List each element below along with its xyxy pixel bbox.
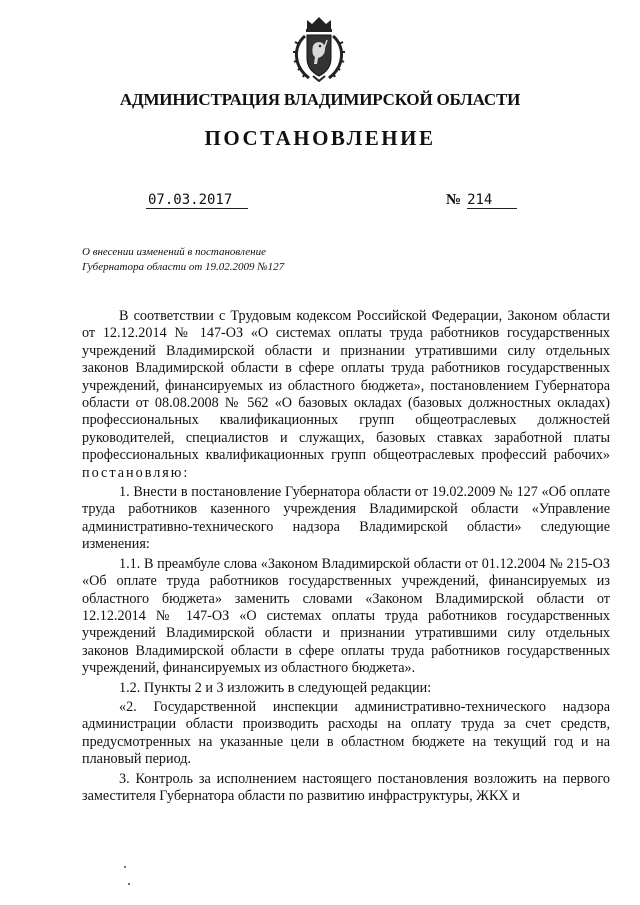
preamble-paragraph bbox=[82, 308, 610, 482]
clause-paragraph: 1.2. Пункты 2 и 3 изложить в следующей редакции: bbox=[119, 679, 432, 696]
coat-of-arms-icon bbox=[291, 16, 347, 82]
subject-line: О внесении изменений в постановление bbox=[82, 246, 266, 258]
scan-speck bbox=[124, 866, 126, 868]
clause-paragraph: «2. Государственной инспекции административно-технического надзора администрации области производить расходы на оплату труда за счет средств, предусмотренных на указанные цели в областном бюджете на текущий год и на плановый период. bbox=[82, 698, 610, 768]
document-body bbox=[82, 308, 610, 807]
preamble-text: В соответствии с Трудовым кодексом Российской Федерации, Законом области от 12.12.2014 № 147-ОЗ «О системах оплаты труда работников государственных учреждений Владимирской области и признании утратившими силу отдельных законов Владимирской области в сфере оплаты труда работников государственных учреждений, финансируемых из областного бюджета», постановлением Губернатора области от 08.08.2008 № 562 «О базовых окладах (базовых должностных окладах) профессиональных квалификационных групп общеотраслевых должностей руководителей, специалистов и служащих, базовых ставках заработной платы профессиональных квалификационных групп общеотраслевых профессий рабочих» bbox=[82, 308, 610, 464]
clause-paragraph: 3. Контроль за исполнением настоящего постановления возложить на первого заместителя Губернатора области по развитию инфраструктуры, ЖКХ и bbox=[82, 770, 610, 804]
clause-paragraph: 1. Внести в постановление Губернатора области от 19.02.2009 № 127 «Об оплате труда работников казенного учреждения Владимирской области «Управление административно-технического надзора Владимирской области» следующие изменения: bbox=[82, 484, 610, 553]
organization-title: АДМИНИСТРАЦИЯ ВЛАДИМИРСКОЙ ОБЛАСТИ bbox=[119, 90, 521, 109]
document-number-block bbox=[446, 192, 517, 209]
document-subject bbox=[82, 245, 382, 275]
number-label: № bbox=[446, 192, 462, 208]
document-number: 214 bbox=[467, 192, 517, 209]
subject-line: Губернатора области от 19.02.2009 №127 bbox=[82, 261, 285, 273]
scan-speck bbox=[128, 883, 130, 885]
document-type-title: ПОСТАНОВЛЕНИЕ bbox=[204, 126, 436, 150]
clause-paragraph: 1.1. В преамбуле слова «Законом Владимирской области от 01.12.2004 № 215-ОЗ «Об оплате труда работников государственных учреждений, финансируемых из областного бюджета» заменить словами «Законом Владимирской области от 12.12.2014 № 147-ОЗ «О системах оплаты труда работников государственных учреждений Владимирской области и признании утратившими силу отдельных законов Владимирской области в сфере оплаты труда работников государственных учреждений, финансируемых из областного бюджета». bbox=[82, 555, 610, 677]
decree-word: постановляю: bbox=[82, 464, 190, 481]
document-date: 07.03.2017 bbox=[146, 192, 248, 209]
